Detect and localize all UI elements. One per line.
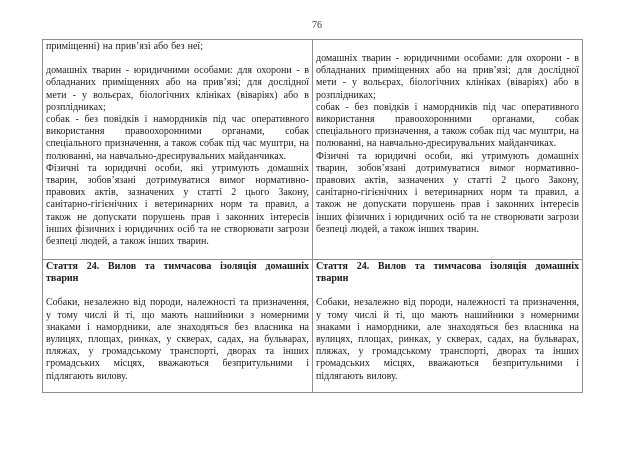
paragraph-obligations-of-persons: Фізичні та юридичні особи, які утримують домашніх тварин, зобов’язані дотримуватися вимог нормативно-правових актів, зазначених у статті 2 цього Закону, санітарно-гігієнічних і ветеринарних норм та правил, а також не допускати порушень прав і законних інтересів інших фізичних і юридичних осіб та не створювати загрози безпеці людей, а також інших тварин. xyxy=(46,162,309,248)
paragraph-obligations-of-persons: Фізичні та юридичні особи, які утримують домашніх тварин, зобов’язані дотримуватися вимог нормативно-правових актів, зазначених у статті 2 цього Закону, санітарно-гігієнічних і ветеринарних норм та правил, а також не допускати порушень прав і законних інтересів інших фізичних і юридичних осіб та не створювати загрози безпеці людей, а також інших тварин. xyxy=(316,150,579,235)
law-comparison-table xyxy=(42,39,583,393)
blank-line xyxy=(316,41,579,53)
paragraph-dogs-without-leashes: собак - без повідків і намордників під час оперативного використання правоохоронними органами, собак спеціального призначення, а також собак під час муштри, на полюванні, на навчально-дресирувальних майданчиках. xyxy=(316,101,579,150)
paragraph-stray-dogs-capture: Собаки, незалежно від породи, належності та призначення, у тому числі й ті, що мають нашийники з номерними знаками і намордники, але знаходяться без власника на вулицях, площах, ринках, у скверах, садах, на бульварах, пляжах, у громадському транспорті, дворах та інших громадських місцях, вважаються безпритульними і підлягають вилову. xyxy=(46,297,309,382)
left-column-provisions-cell xyxy=(43,40,312,259)
article-24-heading: Стаття 24. Вилов та тимчасова ізоляція домашніх тварин xyxy=(46,261,309,285)
blank-line xyxy=(46,285,309,297)
blank-line xyxy=(46,53,309,65)
paragraph-leash-continuation: приміщенні) на прив’язі або без неї; xyxy=(46,41,203,52)
right-column-article24-cell xyxy=(312,260,582,392)
paragraph-dogs-without-leashes: собак - без повідків і намордників під час оперативного використання правоохоронними органами, собак спеціального призначення, а також собак під час муштри, на полюванні, на навчально-дресирувальних майданчиках. xyxy=(46,114,309,162)
article-24-heading: Стаття 24. Вилов та тимчасова ізоляція домашніх тварин xyxy=(316,261,579,285)
page-number: 76 xyxy=(312,20,322,31)
blank-line xyxy=(316,285,579,297)
table-row-article-24 xyxy=(43,259,582,392)
left-column-article24-cell xyxy=(43,260,312,392)
right-column-provisions-cell xyxy=(312,40,582,259)
table-row-provisions xyxy=(43,40,582,259)
paragraph-stray-dogs-capture: Собаки, незалежно від породи, належності та призначення, у тому числі й ті, що мають нашийники з номерними знаками і намордники, але знаходяться без власника на вулицях, площах, ринках, у скверах, садах, на бульварах, пляжах, у громадському транспорті, дворах та інших громадських місцях, вважаються безпритульними і підлягають вилову. xyxy=(316,297,579,382)
paragraph-keeping-by-legal-entities: домашніх тварин - юридичними особами: для охорони - в обладнаних приміщеннях або на прив’язі; для дослідної мети - у вольєрах, біологічних клініках (віваріях) або в розплідниках; xyxy=(316,53,579,101)
paragraph-keeping-by-legal-entities: домашніх тварин - юридичними особами: для охорони - в обладнаних приміщеннях або на прив’язі; для дослідної мети - у вольєрах, біологічних клініках (віваріях) або в розплідниках; xyxy=(46,65,309,113)
